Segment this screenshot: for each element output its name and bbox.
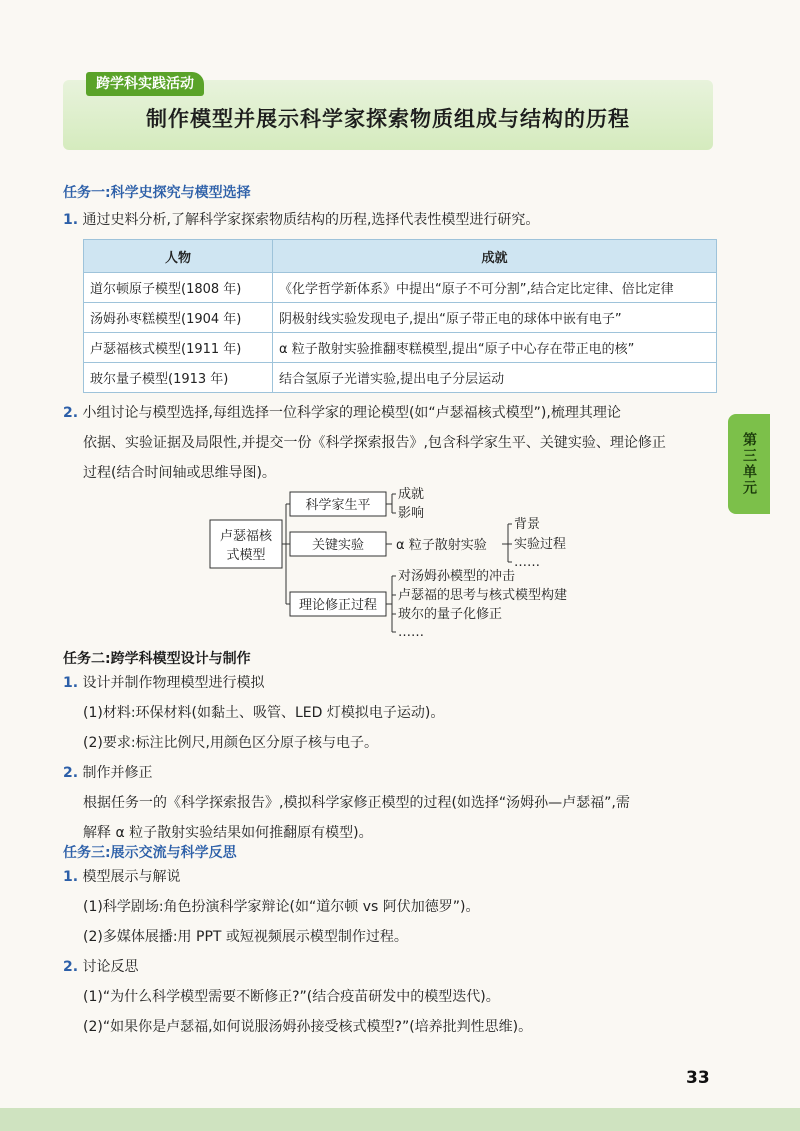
table-cell-achievement: α 粒子散射实验推翻枣糕模型,提出“原子中心存在带正电的核” xyxy=(273,333,717,363)
task2-item1-num: 1. xyxy=(63,675,79,691)
task3-item2-num: 2. xyxy=(63,959,79,975)
table-cell-achievement: 《化学哲学新体系》中提出“原子不可分割”,结合定比定律、倍比定律 xyxy=(273,273,717,303)
mind-map-branch2-item0: 背景 xyxy=(514,517,541,532)
task2-item2-line1: 根据任务一的《科学探索报告》,模拟科学家修正模型的过程(如选择“汤姆孙—卢瑟福”,需 xyxy=(83,795,630,811)
page-title: 制作模型并展示科学家探索物质组成与结构的历程 xyxy=(146,107,630,131)
task2-item1-sub1: (1)材料:环保材料(如黏土、吸管、LED 灯模拟电子运动)。 xyxy=(83,705,445,721)
task1-item1-num: 1. xyxy=(63,212,79,228)
mind-map-branch1-connector xyxy=(386,494,396,513)
mind-map-branch3-item2: 玻尔的量子化修正 xyxy=(398,607,503,622)
mind-map-branch3-item3: …… xyxy=(398,625,424,640)
task3-item2-sub1: (1)“为什么科学模型需要不断修正?”(结合疫苗研发中的模型迭代)。 xyxy=(83,989,500,1005)
mind-map-root-line2: 式模型 xyxy=(226,548,266,563)
mind-map-branch3-connector xyxy=(386,576,396,632)
unit-side-tab[interactable]: 第三单元 xyxy=(728,414,770,514)
footer-strip xyxy=(0,1108,800,1131)
task1-item1 xyxy=(63,205,539,235)
mind-map-branch2-sub-connector xyxy=(502,524,512,562)
history-table xyxy=(83,239,717,393)
table-cell-achievement: 结合氢原子光谱实验,提出电子分层运动 xyxy=(273,363,717,393)
mind-map-branch2-mid: α 粒子散射实验 xyxy=(396,538,487,553)
task1-item2-line3: 过程(结合时间轴或思维导图)。 xyxy=(83,465,276,481)
mind-map-branch3: 理论修正过程 xyxy=(298,598,378,613)
mind-map-root-line1: 卢瑟福核 xyxy=(219,529,273,544)
mind-map-branch2: 关键实验 xyxy=(311,538,365,553)
mind-map-branch1: 科学家生平 xyxy=(305,498,371,513)
page-number: 33 xyxy=(686,1068,710,1088)
task1-item2-num: 2. xyxy=(63,405,79,421)
task3-item2-text: 讨论反思 xyxy=(82,959,139,975)
task2-item1-sub2: (2)要求:标注比例尺,用颜色区分原子核与电子。 xyxy=(83,735,378,751)
task3-heading: 任务三:展示交流与科学反思 xyxy=(63,845,237,861)
task3-item1-text: 模型展示与解说 xyxy=(82,869,181,885)
mind-map-branch2-item2: …… xyxy=(514,555,540,570)
table-header-person: 人物 xyxy=(84,240,273,273)
task1-item1-text: 通过史料分析,了解科学家探索物质结构的历程,选择代表性模型进行研究。 xyxy=(82,212,540,228)
task2-item1-text: 设计并制作物理模型进行模拟 xyxy=(82,675,265,691)
table-row xyxy=(84,303,717,333)
mind-map-branch1-item1: 影响 xyxy=(398,506,425,521)
table-cell-person: 玻尔量子模型(1913 年) xyxy=(84,363,273,393)
task1-item2-line2: 依据、实验证据及局限性,并提交一份《科学探索报告》,包含科学家生平、关键实验、理论修正 xyxy=(83,435,666,451)
task1-item2 xyxy=(63,398,723,488)
mind-map-root-connector xyxy=(282,504,290,604)
task2-item2-num: 2. xyxy=(63,765,79,781)
task2-block xyxy=(63,668,723,848)
task3-item1-num: 1. xyxy=(63,869,79,885)
mind-map-branch1-item0: 成就 xyxy=(398,487,425,502)
mind-map-diagram xyxy=(200,480,620,640)
task2-heading: 任务二:跨学科模型设计与制作 xyxy=(63,651,251,667)
table-cell-person: 道尔顿原子模型(1808 年) xyxy=(84,273,273,303)
task3-item2-sub2: (2)“如果你是卢瑟福,如何说服汤姆孙接受核式模型?”(培养批判性思维)。 xyxy=(83,1019,533,1035)
task3-item1-sub2: (2)多媒体展播:用 PPT 或短视频展示模型制作过程。 xyxy=(83,929,408,945)
task1-heading: 任务一:科学史探究与模型选择 xyxy=(63,185,251,201)
mind-map-branch3-item1: 卢瑟福的思考与核式模型构建 xyxy=(398,588,568,603)
table-header-row xyxy=(84,240,717,273)
task2-item2-text: 制作并修正 xyxy=(82,765,153,781)
mind-map-branch3-item0: 对汤姆孙模型的冲击 xyxy=(398,569,516,584)
table-row xyxy=(84,273,717,303)
table-cell-person: 汤姆孙枣糕模型(1904 年) xyxy=(84,303,273,333)
mind-map-branch2-item1: 实验过程 xyxy=(514,537,567,552)
table-row xyxy=(84,333,717,363)
table-header-achievement: 成就 xyxy=(273,240,717,273)
table-cell-achievement: 阴极射线实验发现电子,提出“原子带正电的球体中嵌有电子” xyxy=(273,303,717,333)
task2-item2-line2: 解释 α 粒子散射实验结果如何推翻原有模型)。 xyxy=(83,825,373,841)
task1-item2-line1: 小组讨论与模型选择,每组选择一位科学家的理论模型(如“卢瑟福核式模型”),梳理其理论 xyxy=(82,405,621,421)
task3-block xyxy=(63,862,723,1042)
table-cell-person: 卢瑟福核式模型(1911 年) xyxy=(84,333,273,363)
task3-item1-sub1: (1)科学剧场:角色扮演科学家辩论(如“道尔顿 vs 阿伏加德罗”)。 xyxy=(83,899,480,915)
activity-tag: 跨学科实践活动 xyxy=(86,72,204,96)
table-row xyxy=(84,363,717,393)
